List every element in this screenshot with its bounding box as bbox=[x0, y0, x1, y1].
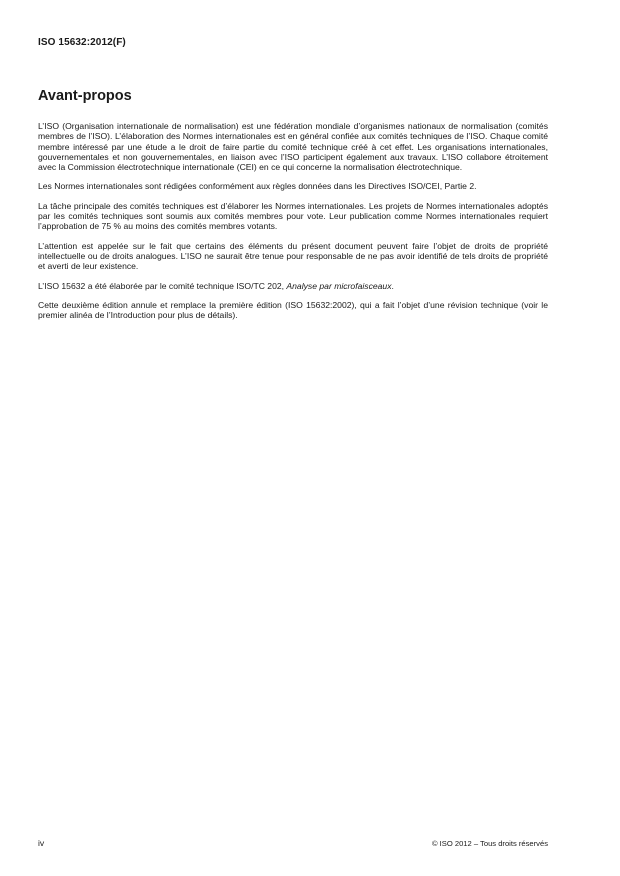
copyright-notice: © ISO 2012 – Tous droits réservés bbox=[431, 839, 548, 848]
section-heading: Avant-propos bbox=[38, 88, 132, 104]
paragraph-iso-organization: L’ISO (Organisation internationale de normalisation) est une fédération mondiale d’organismes nationaux de normalisation (comités membres de l’ISO). L’élaboration des Normes internationales est en général confiée aux comités techniques de l’ISO. Chaque comité membre intéressé par une étude a le droit de faire partie du comité technique créé à cet effet. Les organisations internationales, gouvernementales et non gouvernementales, en liaison avec l’ISO participent également aux travaux. L’ISO collabore étroitement avec la Commission électrotechnique internationale (CEI) en ce qui concerne la normalisation électrotechnique. bbox=[38, 121, 548, 173]
paragraph-directives: Les Normes internationales sont rédigées conformément aux règles données dans les Directives ISO/CEI, Partie 2. bbox=[38, 181, 477, 192]
paragraph-committee-tasks: La tâche principale des comités techniques est d’élaborer les Normes internationales. Les projets de Normes internationales adoptés par les comités techniques sont soumis aux comités membres pour vote. Leur publication comme Normes internationales requiert l’approbation de 75 % au moins des comités membres votants. bbox=[38, 200, 548, 232]
paragraph-edition: Cette deuxième édition annule et remplace la première édition (ISO 15632:2002), qui a fait l’objet d’une révision technique (voir le premier alinéa de l’Introduction pour plus de détails). bbox=[38, 299, 548, 321]
prepared-by-suffix: . bbox=[391, 280, 394, 291]
paragraph-patent-rights: L’attention est appelée sur le fait que certains des éléments du présent document peuvent faire l’objet de droits de propriété intellectuelle ou de droits analogues. L’ISO ne saurait être tenue pour responsable de ne pas avoir identifié de tels droits de propriété et averti de leur existence. bbox=[38, 240, 548, 272]
document-reference: ISO 15632:2012(F) bbox=[38, 37, 126, 48]
foreword-body bbox=[38, 121, 548, 329]
page-number: iv bbox=[38, 838, 45, 848]
prepared-by-prefix: L’ISO 15632 a été élaborée par le comité technique ISO/TC 202, bbox=[38, 280, 287, 291]
paragraph-prepared-by bbox=[38, 281, 548, 291]
committee-title: Analyse par microfaisceaux bbox=[286, 280, 392, 291]
